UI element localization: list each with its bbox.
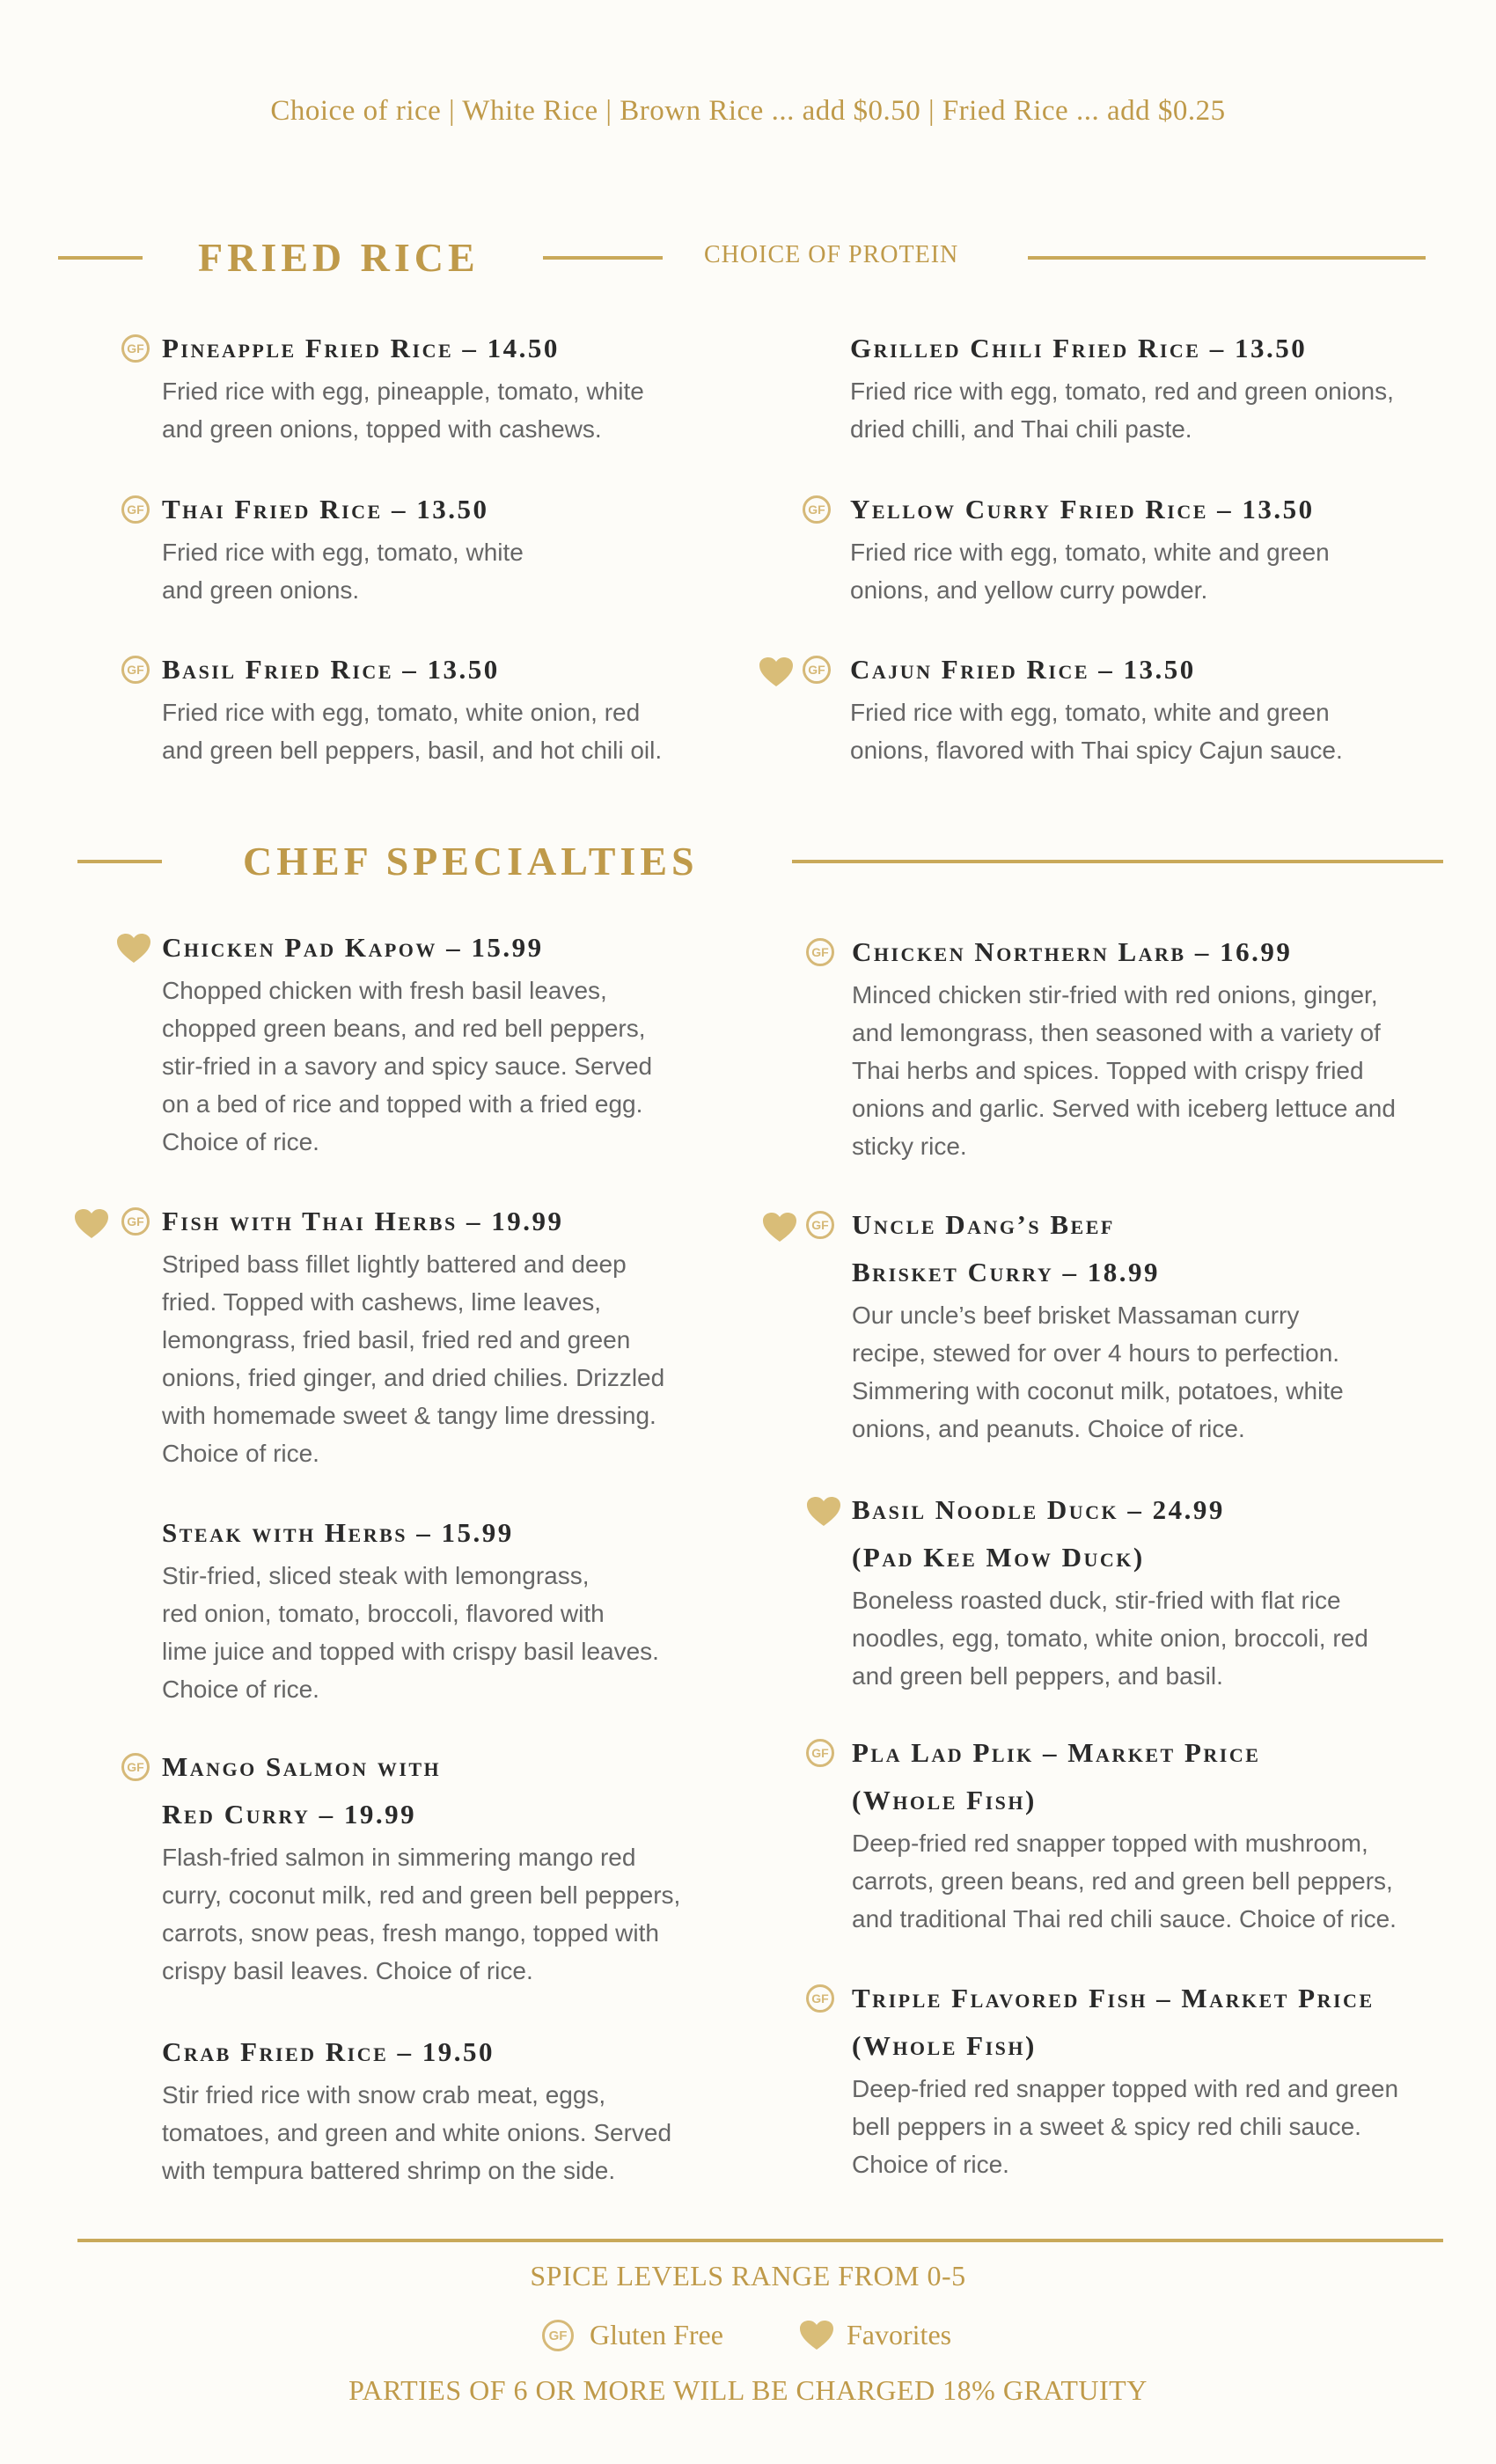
description-line: and green bell peppers, and basil. <box>852 1662 1223 1690</box>
gluten-free-icon: GF <box>542 2320 574 2351</box>
description-line: on a bed of rice and topped with a fried egg. <box>162 1090 643 1118</box>
menu-item <box>852 1729 1450 1938</box>
description-line: noodles, egg, tomato, white onion, broccoli, red <box>852 1624 1368 1652</box>
description-line: Choice of rice. <box>852 2151 1009 2178</box>
menu-item <box>162 924 708 1161</box>
description-line: Fried rice with egg, tomato, red and green onions, <box>850 378 1394 405</box>
favorite-heart-icon <box>806 1496 841 1528</box>
divider <box>58 256 143 260</box>
description-line: onions, and peanuts. Choice of rice. <box>852 1415 1245 1442</box>
menu-item <box>850 325 1431 448</box>
description-line: Choice of rice. <box>162 1128 319 1155</box>
divider <box>792 860 1443 863</box>
description-line: Deep-fried red snapper topped with red and green <box>852 2075 1399 2102</box>
description-line: and traditional Thai red chili sauce. Choice of rice. <box>852 1905 1397 1932</box>
description-line: Stir-fried, sliced steak with lemongrass, <box>162 1562 590 1589</box>
description-line: sticky rice. <box>852 1133 967 1160</box>
description-line: Stir fried rice with snow crab meat, eggs, <box>162 2081 606 2108</box>
item-name: Steak with Herbs – 15.99 <box>162 1517 514 1548</box>
item-description <box>162 533 708 609</box>
item-name: Triple Flavored Fish – Market Price <box>852 1983 1375 2013</box>
item-name: Basil Fried Rice – 13.50 <box>162 654 500 685</box>
description-line: chopped green beans, and red bell peppers, <box>162 1015 646 1042</box>
gluten-free-icon: GF <box>121 495 150 524</box>
section-title-fried-rice: FRIED RICE <box>198 235 480 280</box>
description-line: Fried rice with egg, tomato, white and green <box>850 699 1330 726</box>
description-line: Our uncle’s beef brisket Massaman curry <box>852 1302 1300 1329</box>
item-description <box>852 1296 1433 1448</box>
menu-item <box>162 2028 725 2189</box>
gluten-free-icon: GF <box>803 495 831 524</box>
description-line: Choice of rice. <box>162 1440 319 1467</box>
gluten-free-icon: GF <box>803 656 831 684</box>
description-line: fried. Topped with cashews, lime leaves, <box>162 1288 602 1316</box>
description-line: Fried rice with egg, tomato, white onion, red <box>162 699 641 726</box>
description-line: Minced chicken stir-fried with red onions, ginger, <box>852 981 1378 1008</box>
description-line: onions, fried ginger, and dried chilies. Drizzled <box>162 1364 665 1391</box>
description-line: Choice of rice. <box>162 1676 319 1703</box>
favorite-heart-icon <box>762 1212 797 1243</box>
description-line: Striped bass fillet lightly battered and deep <box>162 1250 627 1278</box>
menu-item <box>852 928 1433 1165</box>
item-description <box>852 1824 1450 1938</box>
item-description <box>852 2070 1450 2183</box>
item-description <box>162 1838 725 1990</box>
item-description <box>852 1581 1433 1695</box>
menu-item <box>852 1975 1450 2183</box>
description-line: and green onions. <box>162 576 360 604</box>
favorite-heart-icon <box>759 656 794 688</box>
description-line: Fried rice with egg, tomato, white and green <box>850 539 1330 566</box>
footer-divider <box>77 2239 1443 2242</box>
menu-item <box>162 325 708 448</box>
menu-item <box>162 486 708 609</box>
item-name: Thai Fried Rice – 13.50 <box>162 494 489 524</box>
description-line: and green onions, topped with cashews. <box>162 415 602 443</box>
item-name: Pineapple Fried Rice – 14.50 <box>162 333 560 363</box>
description-line: onions and garlic. Served with iceberg lettuce and <box>852 1095 1396 1122</box>
item-description <box>852 976 1433 1165</box>
item-name: Brisket Curry – 18.99 <box>852 1257 1160 1287</box>
favorite-heart-icon <box>74 1208 109 1240</box>
item-name: (Pad Kee Mow Duck) <box>852 1542 1145 1573</box>
gluten-free-icon: GF <box>806 938 834 966</box>
gluten-free-icon: GF <box>121 334 150 363</box>
item-description <box>162 2076 725 2189</box>
protein-label: CHOICE OF PROTEIN <box>704 241 959 268</box>
description-line: and lemongrass, then seasoned with a variety of <box>852 1019 1381 1046</box>
item-description <box>850 533 1431 609</box>
menu-item <box>162 1198 708 1472</box>
description-line: bell peppers in a sweet & spicy red chili sauce. <box>852 2113 1361 2140</box>
description-line: red onion, tomato, broccoli, flavored with <box>162 1600 605 1627</box>
item-description <box>162 693 708 769</box>
item-name: Chicken Northern Larb – 16.99 <box>852 936 1293 967</box>
favorites-label: Favorites <box>847 2319 952 2350</box>
item-name: Uncle Dang’s Beef <box>852 1209 1115 1240</box>
menu-item <box>850 486 1431 609</box>
menu-item <box>162 1509 708 1708</box>
item-name: Mango Salmon with <box>162 1751 442 1782</box>
description-line: Deep-fried red snapper topped with mushroom, <box>852 1830 1368 1857</box>
description-line: Fried rice with egg, pineapple, tomato, white <box>162 378 644 405</box>
gluten-free-icon: GF <box>806 1984 834 2013</box>
description-line: tomatoes, and green and white onions. Served <box>162 2119 672 2146</box>
menu-item <box>852 1201 1433 1448</box>
item-name: Fish with Thai Herbs – 19.99 <box>162 1206 564 1236</box>
divider <box>1028 256 1426 260</box>
item-name: Crab Fried Rice – 19.50 <box>162 2036 495 2067</box>
description-line: Simmering with coconut milk, potatoes, white <box>852 1377 1344 1404</box>
description-line: Fried rice with egg, tomato, white <box>162 539 524 566</box>
gluten-free-icon: GF <box>121 1753 150 1781</box>
gluten-free-label: Gluten Free <box>590 2319 723 2350</box>
item-name: Pla Lad Plik – Market Price <box>852 1737 1261 1768</box>
description-line: carrots, snow peas, fresh mango, topped with <box>162 1919 659 1947</box>
description-line: and green bell peppers, basil, and hot chili oil. <box>162 737 663 764</box>
item-description <box>850 372 1431 448</box>
description-line: with tempura battered shrimp on the side. <box>162 2157 616 2184</box>
favorite-heart-icon <box>116 933 151 964</box>
gluten-free-icon: GF <box>121 656 150 684</box>
description-line: Thai herbs and spices. Topped with crispy fried <box>852 1057 1364 1084</box>
item-name: Basil Noodle Duck – 24.99 <box>852 1494 1225 1525</box>
menu-item <box>852 1486 1433 1695</box>
menu-item <box>162 1743 725 1990</box>
description-line: Chopped chicken with fresh basil leaves, <box>162 977 607 1004</box>
divider <box>543 256 663 260</box>
item-name: Yellow Curry Fried Rice – 13.50 <box>850 494 1315 524</box>
item-description <box>162 972 708 1161</box>
menu-item <box>850 646 1431 769</box>
description-line: dried chilli, and Thai chili paste. <box>850 415 1192 443</box>
description-line: curry, coconut milk, red and green bell peppers, <box>162 1881 681 1909</box>
legend <box>0 2313 1496 2357</box>
description-line: lemongrass, fried basil, fried red and green <box>162 1326 631 1353</box>
item-description <box>162 1245 708 1472</box>
gratuity-note: PARTIES OF 6 OR MORE WILL BE CHARGED 18% GRATUITY <box>348 2374 1148 2406</box>
item-description <box>850 693 1431 769</box>
favorite-heart-icon <box>799 2320 834 2351</box>
item-name: Chicken Pad Kapow – 15.99 <box>162 932 544 963</box>
gluten-free-icon: GF <box>121 1207 150 1236</box>
item-name: (Whole Fish) <box>852 2030 1037 2061</box>
item-description <box>162 1557 708 1708</box>
menu-item <box>162 646 708 769</box>
description-line: stir-fried in a savory and spicy sauce. Served <box>162 1052 653 1080</box>
description-line: Boneless roasted duck, stir-fried with flat rice <box>852 1587 1341 1614</box>
description-line: lime juice and topped with crispy basil leaves. <box>162 1638 659 1665</box>
item-name: (Whole Fish) <box>852 1785 1037 1815</box>
gluten-free-icon: GF <box>806 1739 834 1767</box>
divider <box>77 860 162 863</box>
item-name: Red Curry – 19.99 <box>162 1799 417 1830</box>
description-line: Flash-fried salmon in simmering mango red <box>162 1844 636 1871</box>
rice-choice-line: Choice of rice | White Rice | Brown Rice ... add $0.50 | Fried Rice ... add $0.25 <box>270 95 1226 127</box>
item-name: Cajun Fried Rice – 13.50 <box>850 654 1196 685</box>
item-name: Grilled Chili Fried Rice – 13.50 <box>850 333 1308 363</box>
description-line: crispy basil leaves. Choice of rice. <box>162 1957 533 1984</box>
description-line: with homemade sweet & tangy lime dressing. <box>162 1402 656 1429</box>
spice-level-note: SPICE LEVELS RANGE FROM 0-5 <box>530 2260 966 2292</box>
section-title-chef-specialties: CHEF SPECIALTIES <box>243 839 699 884</box>
description-line: recipe, stewed for over 4 hours to perfection. <box>852 1339 1340 1367</box>
gluten-free-icon: GF <box>806 1211 834 1239</box>
description-line: carrots, green beans, red and green bell peppers, <box>852 1867 1393 1895</box>
description-line: onions, and yellow curry powder. <box>850 576 1208 604</box>
item-description <box>162 372 708 448</box>
description-line: onions, flavored with Thai spicy Cajun sauce. <box>850 737 1343 764</box>
